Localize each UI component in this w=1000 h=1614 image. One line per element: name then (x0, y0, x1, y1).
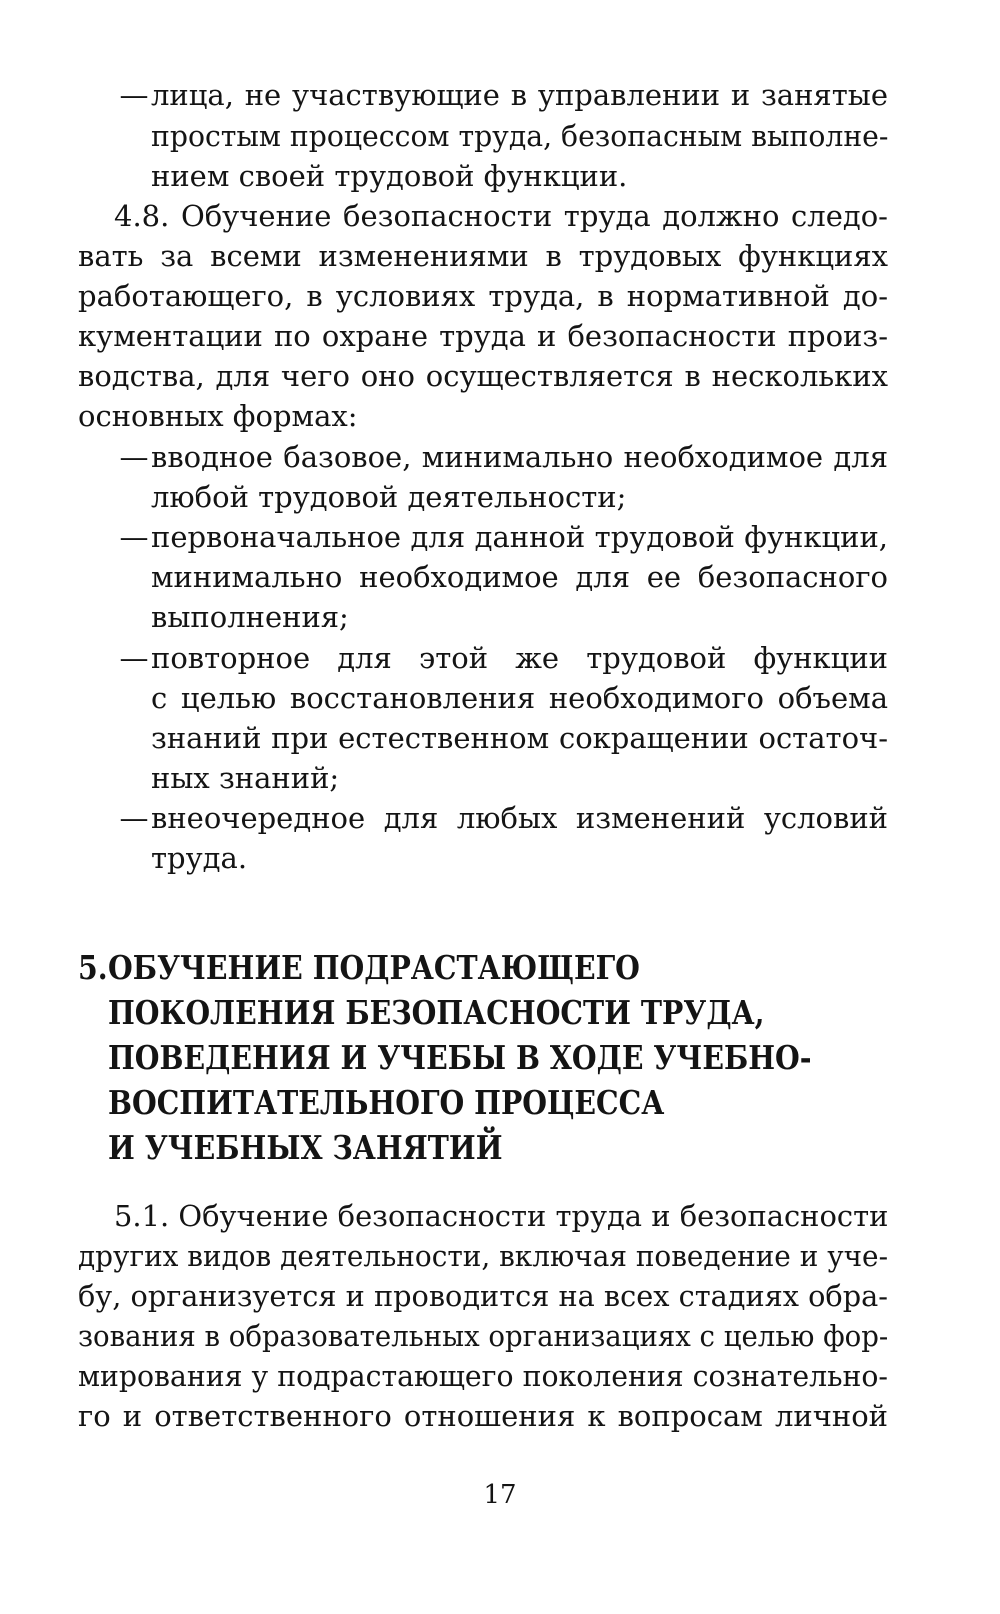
text-line: первоначальное для данной трудовой функции, (151, 520, 888, 554)
text-line: простым процессом труда, безопасным выполне- (151, 119, 889, 153)
text-line: ных знаний; (151, 761, 340, 795)
text-line: водства, для чего оно осуществляется в нескольких (78, 359, 888, 393)
bullet-dash: — (119, 801, 149, 835)
bullet-dash: — (119, 78, 149, 112)
text-line: труда. (151, 841, 248, 875)
text-line: го и ответственного отношения к вопросам личной (78, 1399, 888, 1433)
text-line: зования в образовательных организациях с целью фор- (78, 1319, 889, 1353)
text-line: 5.1. Обучение безопасности труда и безопасности (114, 1199, 889, 1233)
bullet-dash: — (119, 440, 149, 474)
text-line: вать за всеми изменениями в трудовых функциях (78, 239, 888, 273)
text-line: выполнения; (151, 600, 349, 634)
text-line: мирования у подрастающего поколения сознательно- (78, 1359, 888, 1393)
section-number: 5. (78, 948, 108, 987)
text-line: других видов деятельности, включая поведение и уче- (78, 1239, 888, 1273)
text-line: нием своей трудовой функции. (151, 159, 628, 193)
bullet-dash: — (119, 641, 149, 675)
heading-line: ПОКОЛЕНИЯ БЕЗОПАСНОСТИ ТРУДА, (108, 993, 765, 1032)
text-line: знаний при естественном сокращении остаточ- (151, 721, 888, 755)
text-line: минимально необходимое для ее безопасного (151, 560, 888, 594)
heading-line: ПОВЕДЕНИЯ И УЧЕБЫ В ХОДЕ УЧЕБНО- (108, 1038, 812, 1077)
text-line: любой трудовой деятельности; (151, 480, 627, 514)
text-line: бу, организуется и проводится на всех стадиях обра- (78, 1279, 888, 1313)
heading-line: И УЧЕБНЫХ ЗАНЯТИЙ (108, 1128, 503, 1167)
text-line: 4.8. Обучение безопасности труда должно следо- (114, 199, 888, 233)
text-line: внеочередное для любых изменений условий (151, 801, 888, 835)
text-line: лица, не участвующие в управлении и занятые (151, 78, 888, 112)
text-line: с целью восстановления необходимого объема (151, 681, 888, 715)
bullet-dash: — (119, 520, 149, 554)
heading-line: ВОСПИТАТЕЛЬНОГО ПРОЦЕССА (108, 1083, 665, 1122)
text-line: работающего, в условиях труда, в нормативной до- (78, 279, 888, 313)
text-line: основных формах: (78, 399, 358, 433)
page-number: 17 (483, 1480, 517, 1510)
heading-line: ОБУЧЕНИЕ ПОДРАСТАЮЩЕГО (108, 948, 640, 987)
text-line: вводное базовое, минимально необходимое для (151, 440, 888, 474)
text-line: повторное для этой же трудовой функции (151, 641, 888, 675)
text-line: кументации по охране труда и безопасности произ- (78, 319, 888, 353)
